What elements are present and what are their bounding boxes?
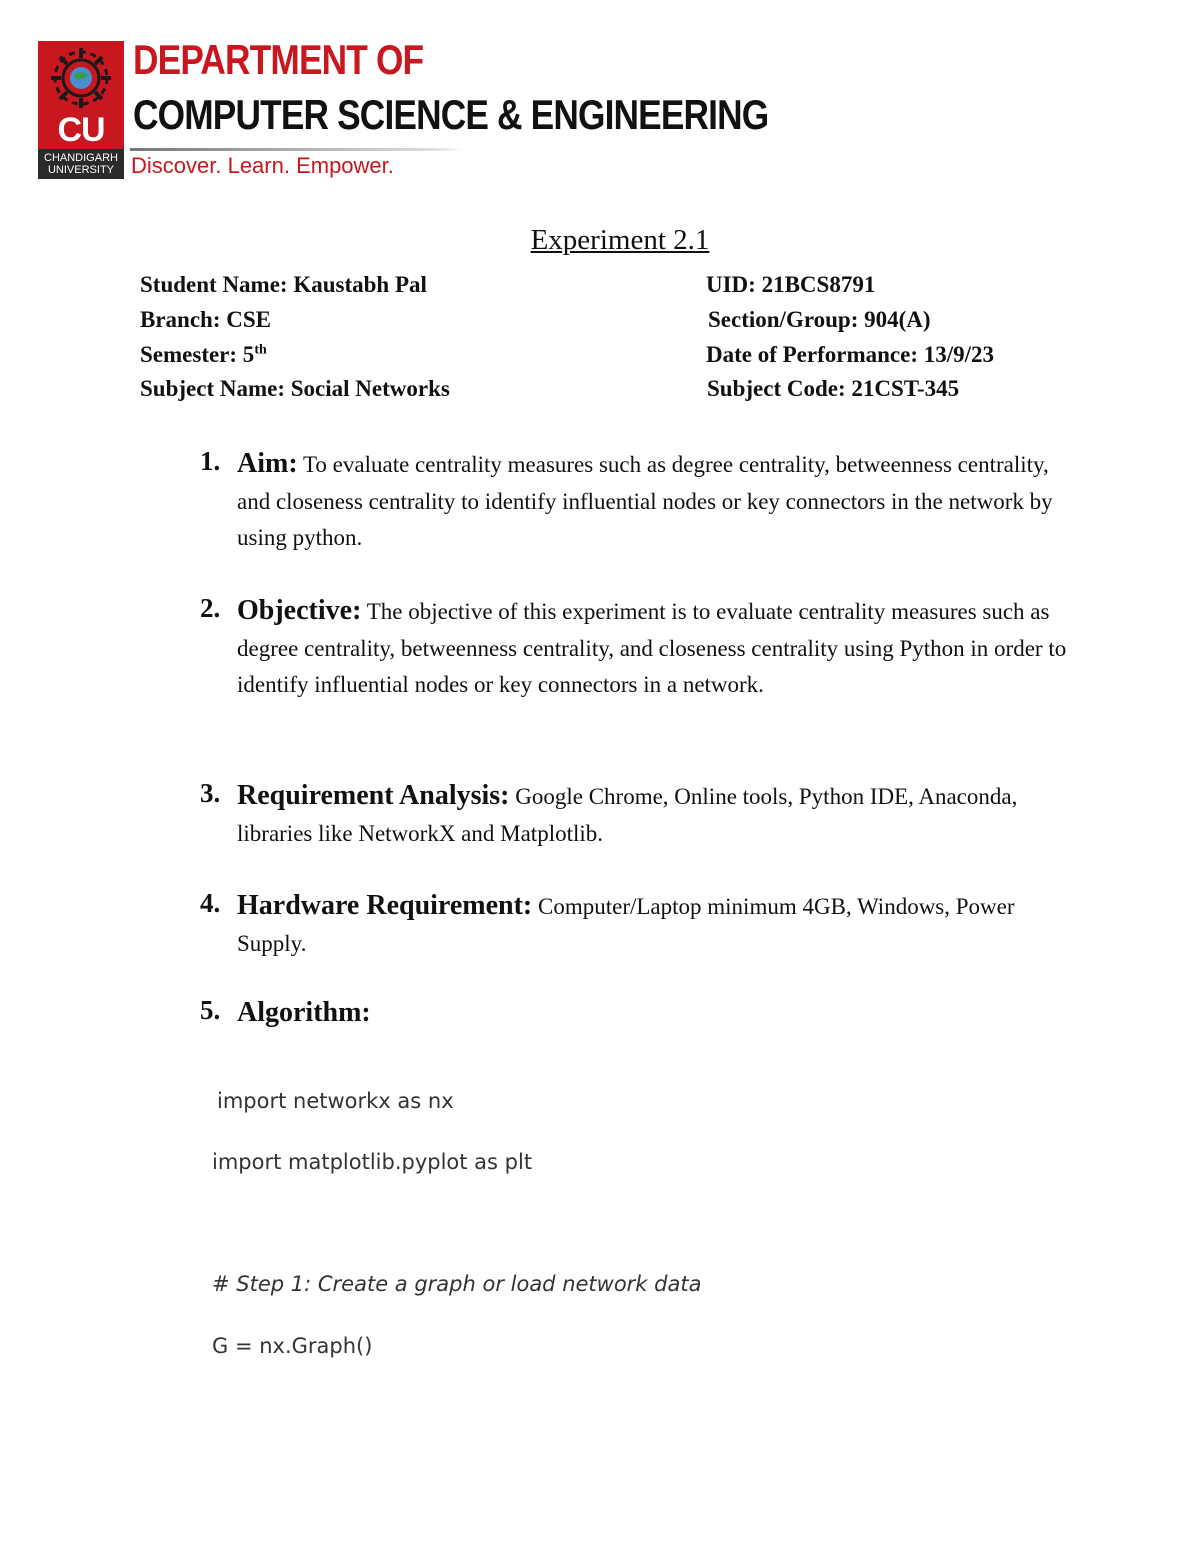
section-heading: Objective: [237, 595, 362, 626]
section-hardware-requirement [200, 888, 1080, 962]
subject-code: Subject Code: 21CST-345 [707, 376, 960, 401]
section-text: The objective of this experiment is to evaluate centrality measures such as degree centrality, betweenness centrality, and closeness centrality using Python in order to identify influential nodes or key connectors in a network. [237, 599, 1067, 697]
section-number: 5. [200, 995, 221, 1025]
section-heading: Requirement Analysis: [237, 780, 510, 811]
logo-cu-text: CU [57, 111, 105, 149]
code-line: import networkx as nx [217, 1089, 454, 1113]
branch: Branch: CSE [140, 307, 271, 332]
student-name: Student Name: Kaustabh Pal [140, 272, 427, 297]
section-number: 4. [200, 888, 221, 918]
section-text: Computer/Laptop minimum 4GB, Windows, Power Supply. [237, 894, 1015, 956]
logo-university-band: CHANDIGARH UNIVERSITY [38, 149, 124, 179]
section-heading: Algorithm: [237, 997, 371, 1028]
tagline: Discover. Learn. Empower. [131, 153, 394, 178]
section-text: To evaluate centrality measures such as degree centrality, betweenness centrality, and closeness centrality to identify influential nodes or key connectors in the network by using python. [237, 452, 1053, 550]
section-requirement-analysis [200, 778, 1080, 852]
semester: Semester: 5th [140, 342, 267, 367]
department-heading: DEPARTMENT OF [133, 36, 424, 83]
subject-name: Subject Name: Social Networks [140, 376, 450, 401]
section-algorithm [200, 995, 1080, 1033]
date-of-performance: Date of Performance: 13/9/23 [706, 342, 995, 367]
gear-globe-icon [46, 45, 116, 115]
code-line: import matplotlib.pyplot as plt [212, 1150, 533, 1174]
tagline-divider [130, 148, 465, 151]
section-text: Google Chrome, Online tools, Python IDE, Anaconda, libraries like NetworkX and Matplotlib. [237, 784, 1018, 846]
section-heading: Hardware Requirement: [237, 890, 533, 921]
code-line: G = nx.Graph() [212, 1334, 373, 1358]
section-group: Section/Group: 904(A) [708, 307, 931, 332]
experiment-title: Experiment 2.1 [530, 224, 710, 256]
section-heading: Aim: [237, 448, 298, 479]
code-comment: # Step 1: Create a graph or load network data [212, 1272, 702, 1296]
section-number: 2. [200, 593, 221, 623]
department-name: COMPUTER SCIENCE & ENGINEERING [133, 91, 769, 138]
university-logo [38, 41, 124, 179]
section-aim [200, 446, 1080, 557]
student-uid: UID: 21BCS8791 [706, 272, 876, 297]
section-objective [200, 593, 1080, 704]
section-number: 1. [200, 446, 221, 476]
section-number: 3. [200, 778, 221, 808]
